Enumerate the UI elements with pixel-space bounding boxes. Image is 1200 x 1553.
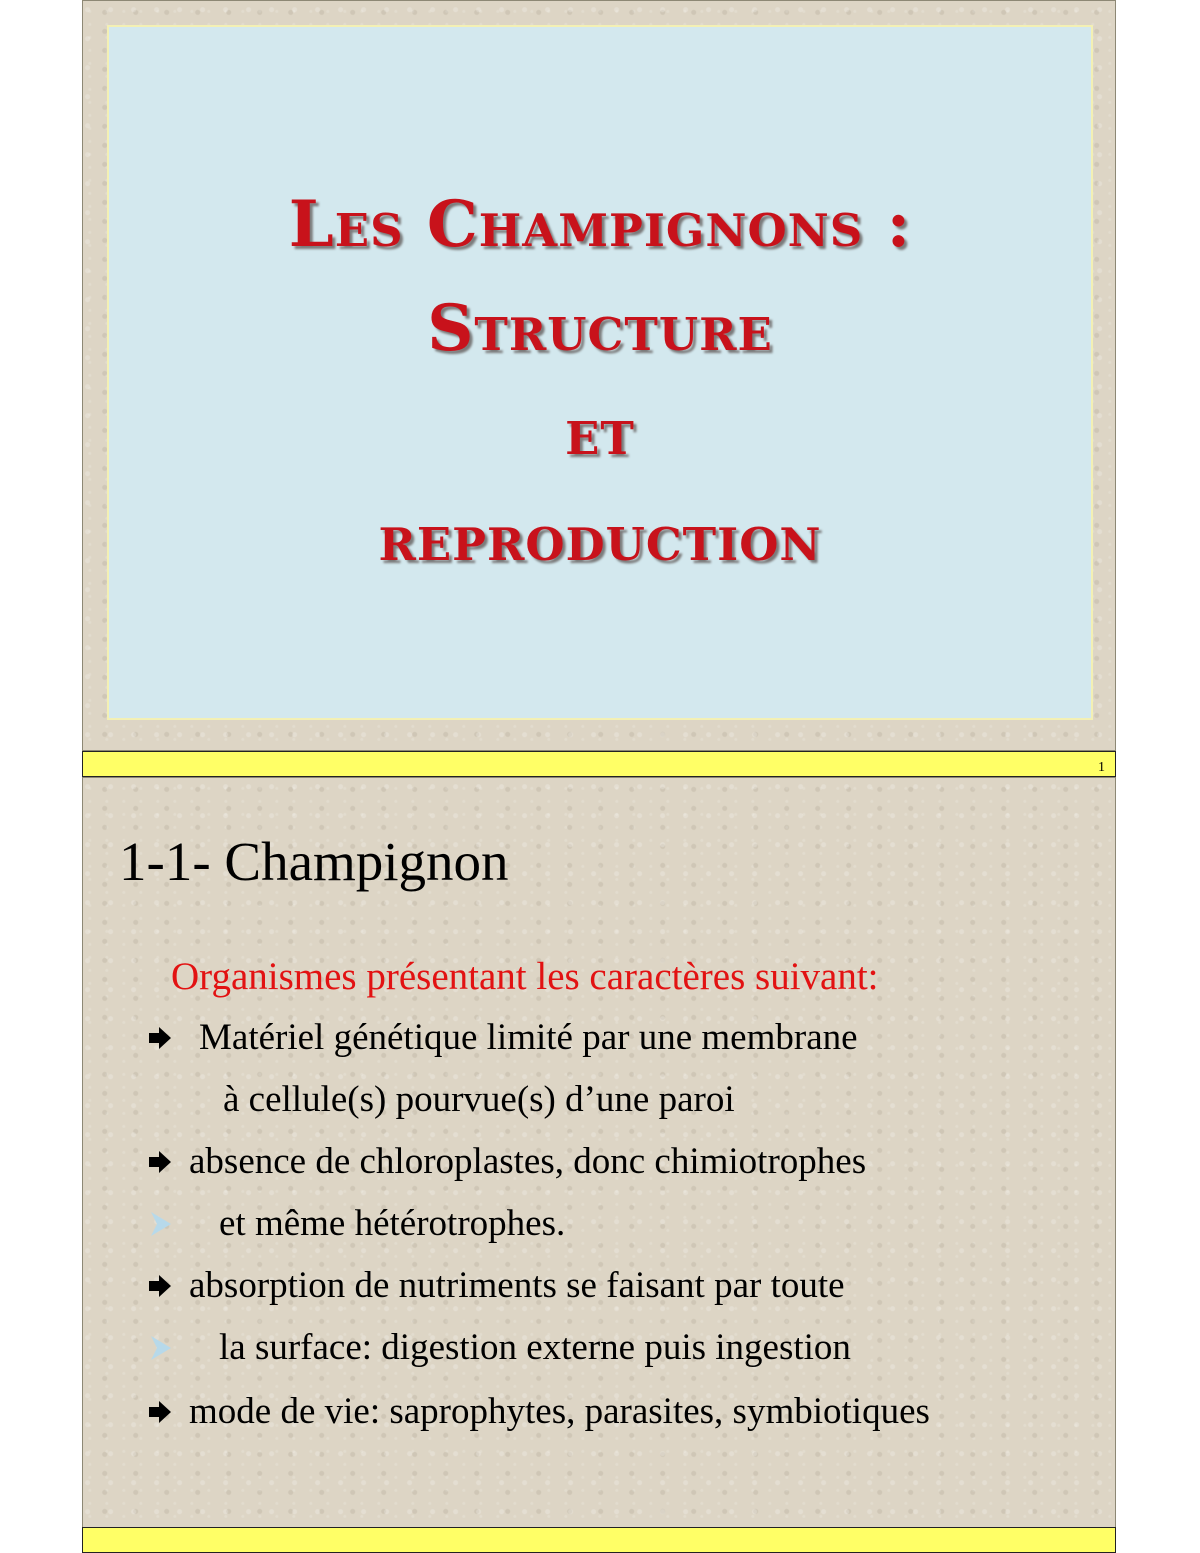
arrow-icon: [145, 1016, 179, 1060]
title-box: [107, 25, 1093, 720]
title-line-1: Les Champignons :: [288, 187, 912, 262]
title-line-3: et: [565, 395, 635, 470]
list-item: [145, 1202, 565, 1246]
slide-subtitle: Organismes présentant les caractères suivant:: [171, 955, 879, 998]
list-item: [145, 1390, 930, 1434]
list-item-text: la surface: digestion externe puis ingestion: [219, 1327, 851, 1368]
slide-footer: [82, 751, 1116, 777]
arrow-icon: [145, 1390, 179, 1434]
list-item-text: à cellule(s) pourvue(s) d’une paroi: [223, 1079, 735, 1120]
list-item-text: Matériel génétique limité par une membrane: [199, 1017, 858, 1058]
arrow-icon: [145, 1264, 179, 1308]
arrow-icon: [145, 1140, 179, 1184]
list-item-text: absence de chloroplastes, donc chimiotrophes: [189, 1141, 867, 1182]
list-item: [223, 1078, 735, 1122]
list-item: [145, 1326, 851, 1370]
title-slide: [82, 0, 1116, 751]
list-item: [145, 1140, 866, 1184]
chevron-icon: [145, 1202, 179, 1246]
title-line-4: reproduction: [378, 501, 822, 576]
list-item-text: absorption de nutriments se faisant par toute: [189, 1265, 845, 1306]
page-number: 1: [1098, 760, 1105, 775]
list-item: [145, 1264, 845, 1308]
title-line-2: Structure: [427, 291, 773, 366]
chevron-icon: [145, 1326, 179, 1370]
content-slide: [82, 777, 1116, 1528]
slide-footer: [82, 1527, 1116, 1553]
slide-heading: 1-1- Champignon: [119, 831, 509, 892]
list-item-text: mode de vie: saprophytes, parasites, symbiotiques: [189, 1391, 930, 1432]
list-item-text: et même hétérotrophes.: [219, 1203, 566, 1244]
list-item: [145, 1016, 858, 1060]
